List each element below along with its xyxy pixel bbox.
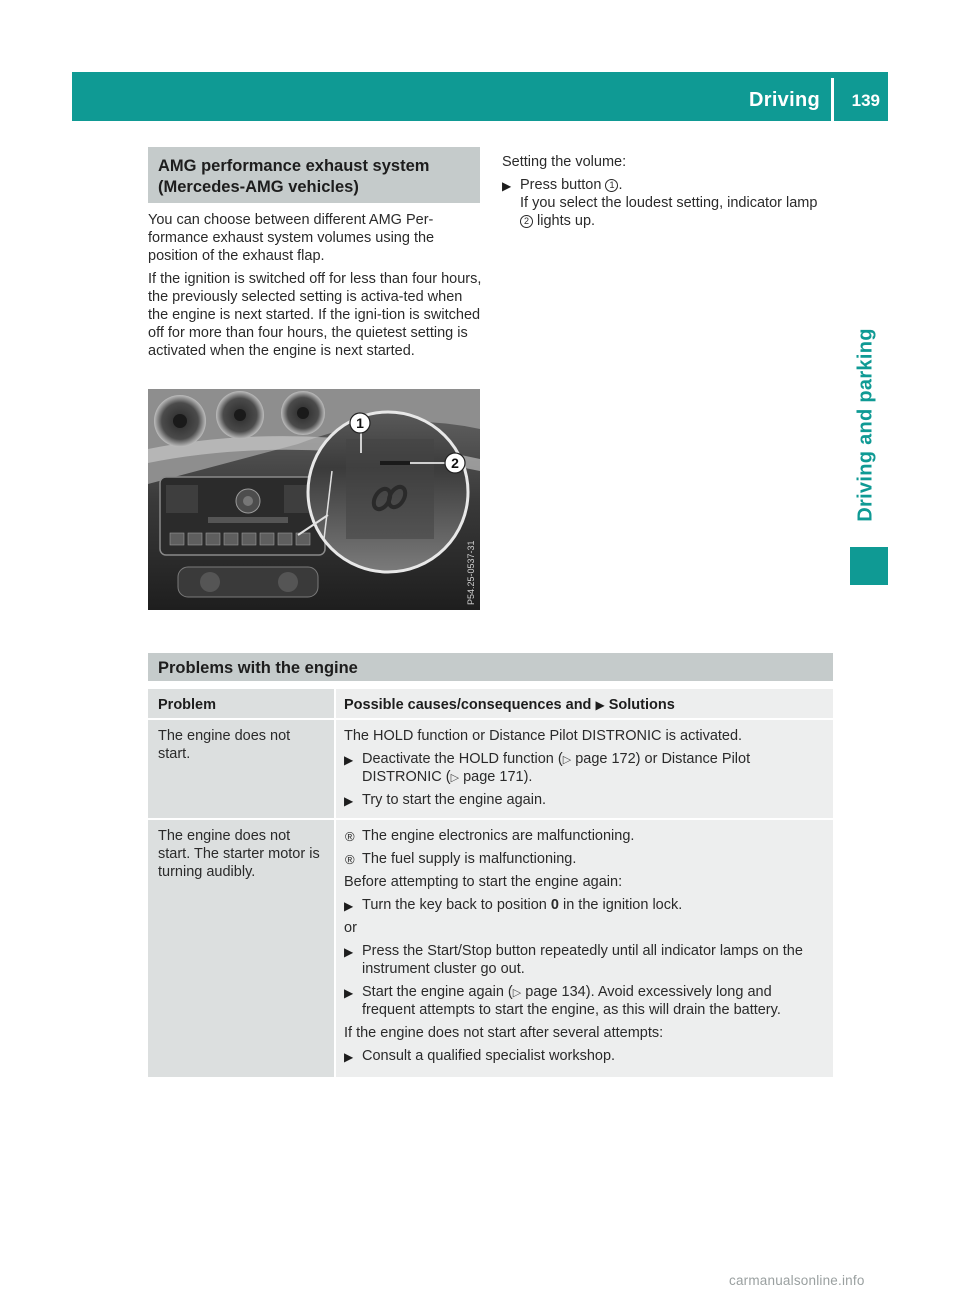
instruction-arrow-icon: ▶ <box>344 1049 354 1064</box>
header-solutions-suffix: Solutions <box>608 697 675 713</box>
instruction-arrow-icon: ▶ <box>344 898 354 913</box>
problem-cell: The engine does not start. <box>148 720 336 818</box>
paragraph-ignition: If the ignition is switched off for less than four hours, the previously selected setting is activa-ted when the engine is next started. If the igni-tion is switched off for more than four hours, the quietest setting is activated when the engine is next started. <box>148 270 482 359</box>
step-text: Start the engine again ( <box>362 983 513 1000</box>
after-text: If the engine does not start after several attempts: <box>344 1024 664 1041</box>
setting-volume-intro: Setting the volume: <box>502 154 627 170</box>
instruction-arrow-icon: ▶ <box>344 793 354 808</box>
paragraph-volumes: You can choose between different AMG Per-formance exhaust system volumes using the position of the exhaust flap. <box>148 212 435 264</box>
page-ref-link[interactable]: page 134 <box>525 983 586 1000</box>
callout-1-icon: 1 <box>605 179 618 192</box>
step-suffix: . <box>618 176 623 193</box>
result-text: If you select the loudest setting, indicator lamp <box>520 194 818 211</box>
callout-2: 2 <box>451 455 459 471</box>
step-text: Turn the key back to position <box>362 896 547 913</box>
bullet-r-icon: ® <box>345 829 355 844</box>
left-column <box>148 212 482 366</box>
bullet-r-icon: ® <box>345 851 355 867</box>
watermark[interactable]: carmanualsonline.info <box>729 1273 865 1288</box>
instruction-item <box>344 897 825 915</box>
step-text: in the ignition lock. <box>562 896 683 913</box>
header-solutions-prefix: Possible causes/consequences and <box>344 697 592 713</box>
or-text: or <box>344 919 357 936</box>
step-text: Try to start the engine again. <box>362 791 547 808</box>
instruction-press-button <box>502 177 832 231</box>
solution-cell <box>336 820 833 1077</box>
dashboard-photo <box>148 389 480 610</box>
bullet-text: The fuel supply is malfunctioning. <box>362 850 577 867</box>
side-chapter-label <box>846 310 886 540</box>
table-row <box>148 720 833 820</box>
step-text: ). Avoid excessively long and frequent attempts to start the engine, as this will drain the battery. <box>362 983 781 1018</box>
step-text: Press button <box>520 176 602 193</box>
list-item <box>344 851 825 869</box>
instruction-arrow-icon: ▶ <box>344 752 354 767</box>
instruction-item <box>344 792 825 810</box>
instruction-item <box>344 984 825 1020</box>
table-header-problem: Problem <box>148 689 336 718</box>
page-header-bar <box>72 72 888 121</box>
page-number: 139 <box>851 91 880 110</box>
table-header-solutions <box>336 689 833 718</box>
callout-2-icon: 2 <box>520 215 533 228</box>
step-text: Press the Start/Stop button repeatedly until all indicator lamps on the instrument cluster go out. <box>362 942 803 977</box>
page-ref-link[interactable]: page 171 <box>463 768 524 785</box>
list-item <box>344 828 825 846</box>
instruction-arrow-icon: ▶ <box>502 178 512 193</box>
page-ref-link[interactable]: page 172 <box>575 750 636 767</box>
problems-table <box>148 689 833 1079</box>
section-heading-line2: (Mercedes-AMG vehicles) <box>158 177 359 196</box>
instruction-arrow-icon: ▶ <box>595 698 605 712</box>
side-tab-marker <box>850 547 888 585</box>
key-position: 0 <box>550 896 559 913</box>
table-row <box>148 820 833 1079</box>
callout-1: 1 <box>356 415 364 431</box>
chapter-title: Driving <box>749 89 820 111</box>
solution-cell <box>336 720 833 818</box>
instruction-arrow-icon: ▶ <box>344 944 354 959</box>
side-chapter-label-text: Driving and parking <box>854 328 877 522</box>
instruction-item <box>344 943 825 979</box>
step-text: Consult a qualified specialist workshop. <box>362 1047 616 1064</box>
bullet-text: The engine electronics are malfunctioning. <box>362 828 635 844</box>
page-ref-triangle-icon: ▷ <box>562 753 572 766</box>
step-text: ). <box>523 768 533 785</box>
header-divider <box>831 78 834 121</box>
step-text: Deactivate the HOLD function ( <box>362 750 563 767</box>
section-heading-amg-exhaust <box>148 147 480 203</box>
instruction-item <box>344 751 825 787</box>
instruction-item <box>344 1048 825 1066</box>
result-suffix: lights up. <box>537 212 596 229</box>
table-header-row <box>148 689 833 720</box>
figure-code: P54.25-0537-31 <box>466 540 476 605</box>
page-ref-triangle-icon: ▷ <box>450 771 460 784</box>
dashboard-illustration <box>148 389 480 610</box>
page-ref-triangle-icon: ▷ <box>512 986 522 999</box>
section-heading-engine-problems: Problems with the engine <box>148 653 833 681</box>
section-heading-line1: AMG performance exhaust system <box>158 157 430 175</box>
before-text: Before attempting to start the engine again: <box>344 873 623 890</box>
problem-cell: The engine does not start. The starter motor is turning audibly. <box>148 820 336 1077</box>
step-text: ) or Distance Pilot DISTRONIC ( <box>362 750 751 785</box>
instruction-arrow-icon: ▶ <box>344 985 354 1000</box>
cause-text: The HOLD function or Distance Pilot DISTRONIC is activated. <box>344 728 743 744</box>
right-column <box>502 154 832 236</box>
